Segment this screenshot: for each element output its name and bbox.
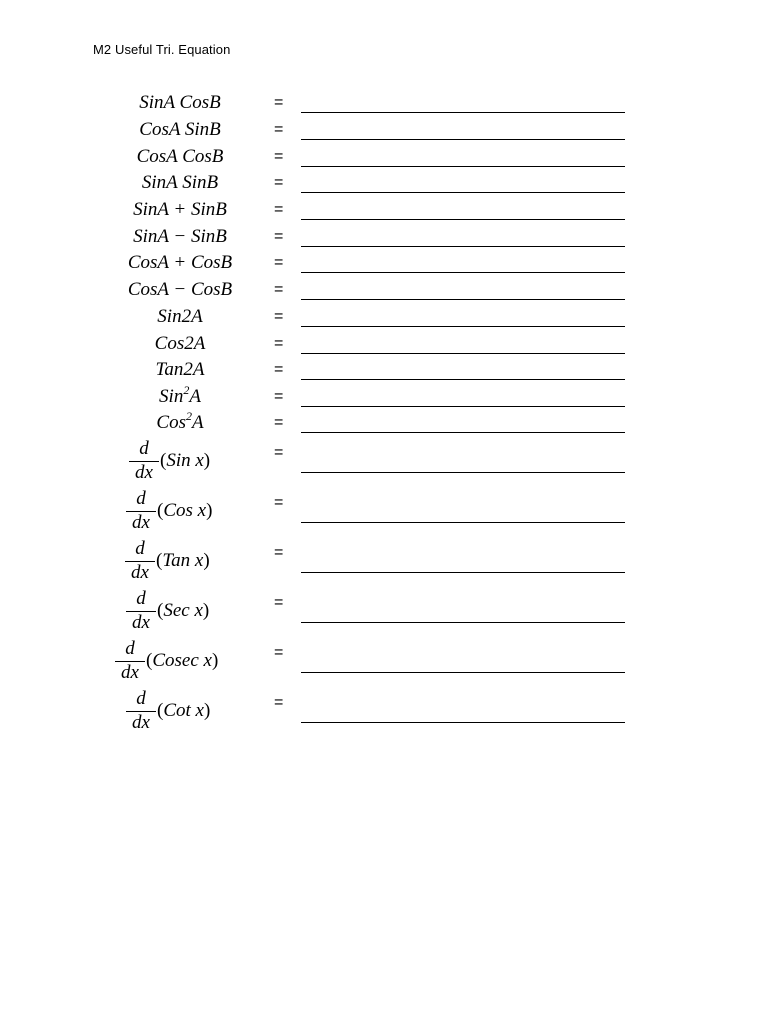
- derivative-argument: [157, 700, 210, 722]
- fraction-denominator: dx: [132, 512, 150, 533]
- answer-blank[interactable]: [301, 299, 625, 300]
- answer-blank[interactable]: [301, 622, 625, 623]
- identity-expression: SinA + SinB: [133, 199, 227, 220]
- derivative-argument: [157, 600, 209, 622]
- identity-row: [0, 92, 768, 119]
- expression-base: Cos: [156, 412, 186, 433]
- equals-sign: =: [274, 201, 284, 218]
- open-paren: (: [146, 650, 153, 671]
- fraction-denominator: dx: [132, 612, 150, 633]
- equals-sign: =: [274, 544, 284, 561]
- close-paren: ): [211, 650, 219, 671]
- equals-sign: =: [274, 388, 284, 405]
- function-name: Tan x: [162, 550, 204, 571]
- fraction-numerator: d: [136, 488, 146, 509]
- derivative-argument: [146, 650, 218, 672]
- derivative-operator: [123, 538, 157, 584]
- open-paren: (: [160, 450, 167, 471]
- identity-expression: [100, 382, 260, 408]
- equals-sign: =: [274, 281, 284, 298]
- equals-sign: =: [274, 494, 284, 511]
- answer-blank[interactable]: [301, 432, 625, 433]
- identity-row: [0, 306, 768, 333]
- answer-blank[interactable]: [301, 379, 625, 380]
- function-name: Sec x: [163, 600, 203, 621]
- fraction-numerator: d: [136, 588, 146, 609]
- close-paren: ): [203, 450, 211, 471]
- derivative-row: [0, 538, 768, 588]
- open-paren: (: [156, 550, 163, 571]
- derivative-operator: [124, 488, 158, 534]
- identity-expression: SinA SinB: [141, 172, 219, 193]
- derivative-argument: [160, 450, 210, 472]
- identity-expression: [100, 408, 260, 434]
- identity-expression: Cos2A: [154, 333, 206, 354]
- identity-row: [0, 382, 768, 413]
- open-paren: (: [157, 600, 164, 621]
- equals-sign: =: [274, 94, 284, 111]
- identity-expression: Sin2A: [157, 306, 203, 327]
- derivative-operator: [113, 638, 147, 684]
- identity-expression: CosA CosB: [136, 146, 224, 167]
- function-name: Cosec x: [152, 650, 212, 671]
- expression-tail: A: [189, 386, 201, 407]
- answer-blank[interactable]: [301, 112, 625, 113]
- derivative-operator: [124, 688, 158, 734]
- answer-blank[interactable]: [301, 326, 625, 327]
- identity-row: [0, 146, 768, 173]
- answer-blank[interactable]: [301, 219, 625, 220]
- function-name: Cot x: [163, 700, 204, 721]
- exponent: 2: [183, 382, 190, 397]
- equals-sign: =: [274, 174, 284, 191]
- function-name: Sin x: [166, 450, 204, 471]
- fraction-denominator: dx: [135, 462, 153, 483]
- answer-blank[interactable]: [301, 246, 625, 247]
- close-paren: ): [202, 600, 210, 621]
- derivative-row: [0, 688, 768, 738]
- identity-row: [0, 226, 768, 253]
- equals-sign: =: [274, 414, 284, 431]
- equals-sign: =: [274, 335, 284, 352]
- identity-expression: CosA + CosB: [127, 252, 233, 273]
- equals-sign: =: [274, 254, 284, 271]
- answer-blank[interactable]: [301, 166, 625, 167]
- identity-expression: SinA CosB: [139, 92, 221, 113]
- fraction-numerator: d: [136, 688, 146, 709]
- function-name: Cos x: [163, 500, 207, 521]
- equals-sign: =: [274, 694, 284, 711]
- derivative-row: [0, 438, 768, 488]
- derivative-operator: [124, 588, 158, 634]
- identity-expression: CosA − CosB: [127, 279, 233, 300]
- equals-sign: =: [274, 308, 284, 325]
- exponent: 2: [185, 408, 192, 423]
- identity-row: [0, 359, 768, 386]
- answer-blank[interactable]: [301, 353, 625, 354]
- identity-expression: SinA − SinB: [133, 226, 227, 247]
- equals-sign: =: [274, 444, 284, 461]
- equals-sign: =: [274, 361, 284, 378]
- fraction-denominator: dx: [131, 562, 149, 583]
- fraction-numerator: d: [135, 538, 145, 559]
- answer-blank[interactable]: [301, 672, 625, 673]
- equals-sign: =: [274, 644, 284, 661]
- identity-row: [0, 333, 768, 360]
- answer-blank[interactable]: [301, 272, 625, 273]
- answer-blank[interactable]: [301, 192, 625, 193]
- close-paren: ): [203, 550, 210, 571]
- answer-blank[interactable]: [301, 139, 625, 140]
- derivative-row: [0, 488, 768, 538]
- derivative-operator: [127, 438, 161, 484]
- identity-row: [0, 172, 768, 199]
- equals-sign: =: [274, 148, 284, 165]
- close-paren: ): [203, 700, 211, 721]
- answer-blank[interactable]: [301, 722, 625, 723]
- equals-sign: =: [274, 228, 284, 245]
- equals-sign: =: [274, 594, 284, 611]
- derivative-argument: [157, 500, 212, 522]
- open-paren: (: [157, 700, 164, 721]
- derivative-row: [0, 588, 768, 638]
- answer-blank[interactable]: [301, 472, 625, 473]
- answer-blank[interactable]: [301, 522, 625, 523]
- equals-sign: =: [274, 121, 284, 138]
- identity-row: [0, 408, 768, 439]
- expression-tail: A: [191, 412, 204, 433]
- page-title: M2 Useful Tri. Equation: [93, 42, 231, 57]
- identity-row: [0, 279, 768, 306]
- derivative-row: [0, 638, 768, 688]
- fraction-denominator: dx: [121, 662, 139, 683]
- derivative-argument: [156, 550, 210, 572]
- fraction-numerator: d: [125, 638, 135, 659]
- fraction-numerator: d: [139, 438, 149, 459]
- identity-row: [0, 119, 768, 146]
- answer-blank[interactable]: [301, 572, 625, 573]
- identity-row: [0, 199, 768, 226]
- expression-base: Sin: [159, 386, 184, 407]
- identity-row: [0, 252, 768, 279]
- close-paren: ): [206, 500, 213, 521]
- answer-blank[interactable]: [301, 406, 625, 407]
- identity-expression: CosA SinB: [139, 119, 221, 140]
- open-paren: (: [157, 500, 164, 521]
- identity-expression: Tan2A: [155, 359, 205, 380]
- fraction-denominator: dx: [132, 712, 150, 733]
